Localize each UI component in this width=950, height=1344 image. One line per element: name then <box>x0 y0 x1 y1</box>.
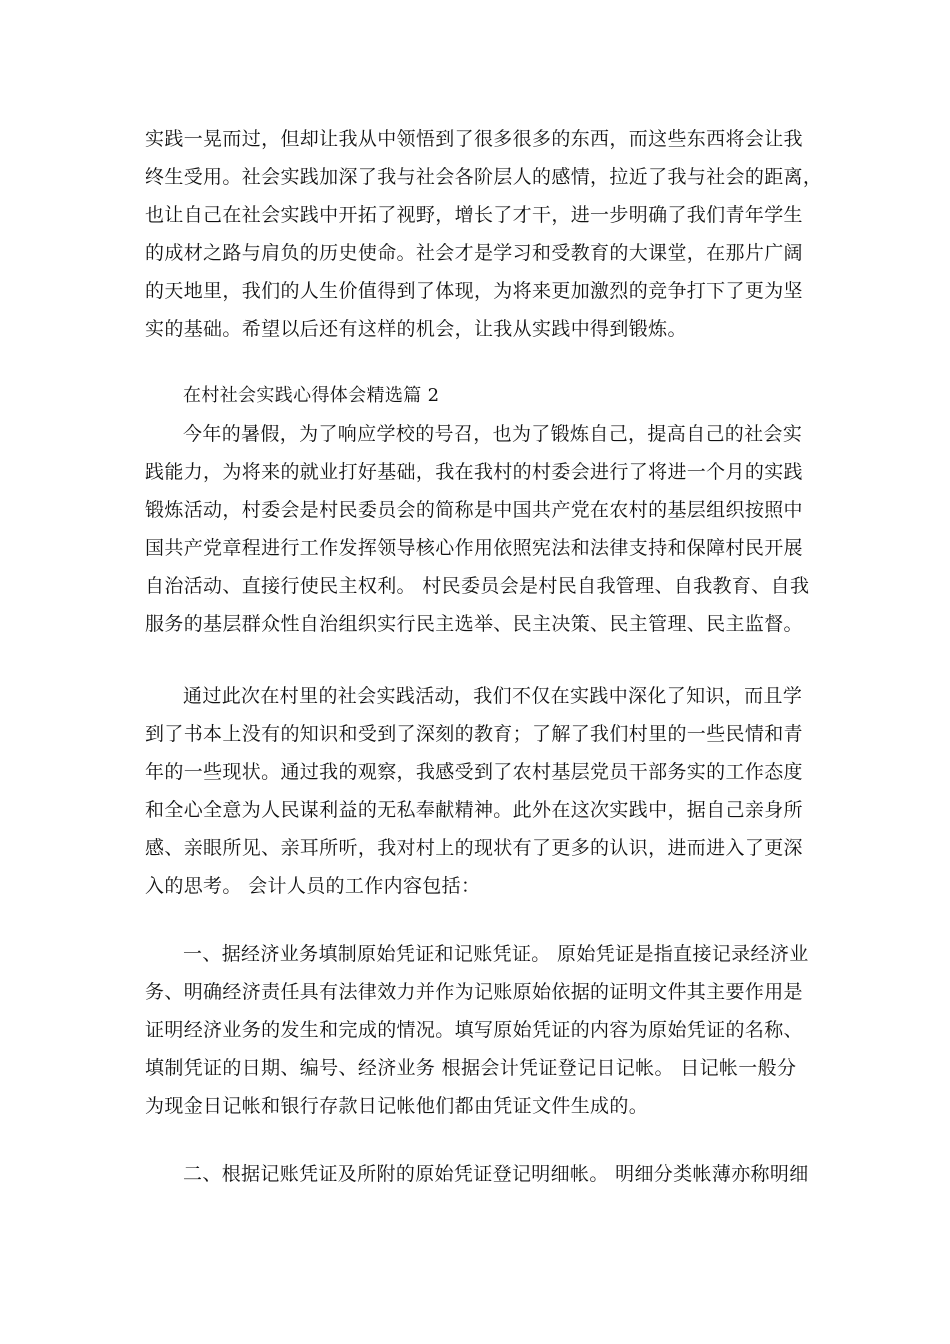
paragraph-4-line-1: 一、据经济业务填制原始凭证和记账凭证。 原始凭证是指直接记录经济业 <box>183 943 809 965</box>
paragraph-2-line-5: 自治活动、直接行使民主权利。 村民委员会是村民自我管理、自我教育、自我 <box>145 575 810 597</box>
paragraph-1-line-3: 也让自己在社会实践中开拓了视野，增长了才干，进一步明确了我们青年学生 <box>145 204 803 226</box>
paragraph-4-line-3: 证明经济业务的发生和完成的情况。填写原始凭证的内容为原始凭证的名称、 <box>145 1019 803 1041</box>
paragraph-1-line-6: 实的基础。希望以后还有这样的机会，让我从实践中得到锻炼。 <box>145 318 687 340</box>
paragraph-2-line-6: 服务的基层群众性自治组织实行民主选举、民主决策、民主管理、民主监督。 <box>145 613 803 635</box>
paragraph-1-line-5: 的天地里，我们的人生价值得到了体现，为将来更加激烈的竞争打下了更为坚 <box>145 280 803 302</box>
paragraph-2-line-3: 锻炼活动，村委会是村民委员会的简称是中国共产党在农村的基层组织按照中 <box>145 499 803 521</box>
paragraph-2-line-1: 今年的暑假，为了响应学校的号召，也为了锻炼自己，提高自己的社会实 <box>183 423 803 445</box>
paragraph-2-line-4: 国共产党章程进行工作发挥领导核心作用依照宪法和法律支持和保障村民开展 <box>145 537 803 559</box>
paragraph-4-line-5: 为现金日记帐和银行存款日记帐他们都由凭证文件生成的。 <box>145 1095 649 1117</box>
paragraph-3-line-3: 年的一些现状。通过我的观察，我感受到了农村基层党员干部务实的工作态度 <box>145 761 803 783</box>
paragraph-3-line-4: 和全心全意为人民谋利益的无私奉献精神。此外在这次实践中，据自己亲身所 <box>145 799 803 821</box>
paragraph-4-line-4: 填制凭证的日期、编号、经济业务 根据会计凭证登记日记帐。 日记帐一般分 <box>145 1057 797 1079</box>
paragraph-3-line-2: 到了书本上没有的知识和受到了深刻的教育；了解了我们村里的一些民情和青 <box>145 723 803 745</box>
paragraph-1-line-2: 终生受用。社会实践加深了我与社会各阶层人的感情，拉近了我与社会的距离， <box>145 166 823 188</box>
paragraph-1-line-1: 实践一晃而过，但却让我从中领悟到了很多很多的东西，而这些东西将会让我 <box>145 128 803 150</box>
paragraph-3-line-6: 入的思考。 会计人员的工作内容包括： <box>145 875 481 897</box>
paragraph-5-line-1: 二、根据记账凭证及所附的原始凭证登记明细帐。 明细分类帐薄亦称明细 <box>183 1163 809 1185</box>
paragraph-2-line-2: 践能力，为将来的就业打好基础，我在我村的村委会进行了将进一个月的实践 <box>145 461 803 483</box>
paragraph-3-line-1: 通过此次在村里的社会实践活动，我们不仅在实践中深化了知识，而且学 <box>183 685 803 707</box>
section-title: 在村社会实践心得体会精选篇 2 <box>183 385 440 406</box>
paragraph-3-line-5: 感、亲眼所见、亲耳所听，我对村上的现状有了更多的认识，进而进入了更深 <box>145 837 803 859</box>
paragraph-4-line-2: 务、明确经济责任具有法律效力并作为记账原始依据的证明文件其主要作用是 <box>145 981 803 1003</box>
paragraph-1-line-4: 的成材之路与肩负的历史使命。社会才是学习和受教育的大课堂，在那片广阔 <box>145 242 803 264</box>
